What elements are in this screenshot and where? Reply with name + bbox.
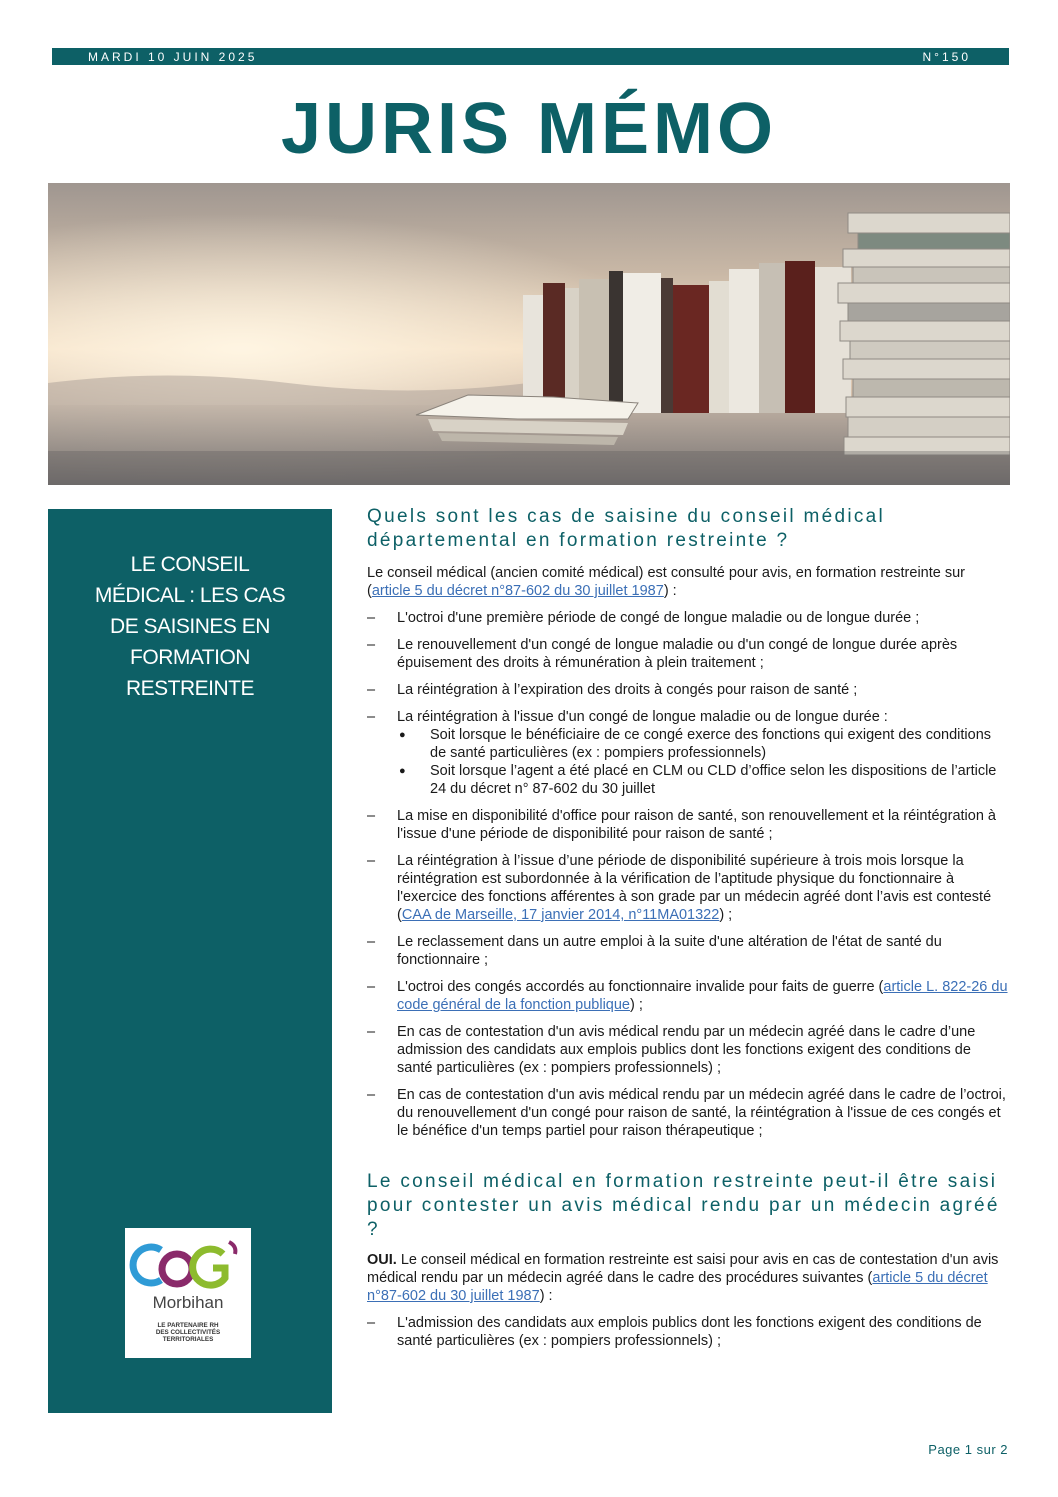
intro-paragraph: Le conseil médical (ancien comité médical) est consulté pour avis, en formation restreinte sur (article 5 du décret n°87-602 du 30 juillet 1987) : bbox=[367, 565, 965, 599]
list-item: – La réintégration à l'issue d'un congé de longue maladie ou de longue durée : ● Soit lorsque le bénéficiaire de ce congé exerce des fonctions qui exigent des conditions de santé particulières (ex : pompiers professionnels) ● Soit lorsque l’agent a été placé en CLM ou CLD d’office selon les dispositions de l’article 24 du décret n° 87-602 du 30 juillet bbox=[367, 708, 1009, 798]
list-item: – L'admission des candidats aux emplois publics dont les fonctions exigent des conditions de santé particulières (ex : pompiers professionnels) ; bbox=[367, 1314, 1009, 1350]
header-bar bbox=[52, 48, 1009, 65]
page-number: Page 1 sur 2 bbox=[928, 1442, 1008, 1457]
hero-image bbox=[48, 183, 1010, 485]
section-heading: Le conseil médical en formation restreinte peut-il être saisi pour contester un avis médical rendu par un médecin agréé ? bbox=[367, 1171, 1000, 1240]
cdg-logo-mark bbox=[125, 1228, 251, 1358]
cases-list bbox=[367, 609, 1009, 1140]
svg-text:DES COLLECTIVITÉS: DES COLLECTIVITÉS bbox=[155, 1329, 221, 1336]
list-item: – L'octroi d'une première période de congé de longue maladie ou de longue durée ; bbox=[367, 609, 1009, 627]
list-item: – La réintégration à l’issue d’une période de disponibilité supérieure à trois mois lorsque la réintégration est subordonnée à la vérification de l’aptitude physique du fonctionnaire à l'exercice des fonctions afférentes à son grade par un médecin agréé dont l’avis est contesté (CAA de Marseille, 17 janvier 2014, n°11MA01322) ; bbox=[367, 852, 1009, 924]
list-item: – En cas de contestation d'un avis médical rendu par un médecin agréé dans le cadre d’une admission des candidats aux emplois publics dont les fonctions exigent des conditions de santé particulières (ex : pompiers professionnels) ; bbox=[367, 1023, 1009, 1077]
sidebar bbox=[48, 509, 332, 1413]
section-heading: Quels sont les cas de saisine du conseil médical départemental en formation restreinte ? bbox=[367, 506, 886, 551]
answer-paragraph: OUI. Le conseil médical en formation restreinte est saisi pour avis en cas de contestation d'un avis médical rendu par un médecin agréé dans le cadre des procédures suivantes (article 5 du décret n°87-602 du 30 juillet 1987) : bbox=[367, 1252, 999, 1304]
decree-link[interactable]: article 5 du décret n°87-602 du 30 juillet 1987 bbox=[367, 1270, 988, 1304]
main-content bbox=[367, 505, 1009, 1350]
logo-name: Morbihan bbox=[152, 1293, 224, 1312]
code-link[interactable]: article L. 822-26 du code général de la fonction publique bbox=[397, 979, 1008, 1013]
sidebar-title: LE CONSEIL MÉDICAL : LES CAS DE SAISINES EN FORMATION RESTREINTE bbox=[94, 553, 286, 700]
issue-date: MARDI 10 JUIN 2025 bbox=[88, 49, 258, 64]
list-item: – Le reclassement dans un autre emploi à la suite d'une altération de l'état de santé du fonctionnaire ; bbox=[367, 933, 1009, 969]
issue-number: N°150 bbox=[922, 49, 971, 64]
svg-text:LE PARTENAIRE RH: LE PARTENAIRE RH bbox=[157, 1322, 219, 1329]
procedures-list bbox=[367, 1314, 1009, 1350]
list-item: – Le renouvellement d'un congé de longue maladie ou d'un congé de longue durée après épuisement des droits à rémunération à plein traitement ; bbox=[367, 636, 1009, 672]
caa-link[interactable]: CAA de Marseille, 17 janvier 2014, n°11MA01322 bbox=[401, 907, 720, 923]
list-item: – La mise en disponibilité d'office pour raison de santé, son renouvellement et la réintégration à l'issue d'une période de disponibilité pour raison de santé ; bbox=[367, 807, 1009, 843]
page-title: JURIS MÉMO bbox=[280, 89, 778, 169]
decree-link[interactable]: article 5 du décret n°87-602 du 30 juillet 1987 bbox=[371, 583, 664, 599]
sub-list bbox=[397, 726, 1009, 798]
list-item: – En cas de contestation d'un avis médical rendu par un médecin agréé dans le cadre de l’octroi, du renouvellement d'un congé pour raison de santé, la réintégration à l'issue de ces congés et le bénéfice d'un temps partiel pour raison thérapeutique ; bbox=[367, 1086, 1009, 1140]
cdg-logo bbox=[125, 1228, 251, 1358]
list-item: – L'octroi des congés accordés au fonctionnaire invalide pour faits de guerre (article L. 822-26 du code général de la fonction publique) ; bbox=[367, 978, 1009, 1014]
sub-list-item: ● Soit lorsque l’agent a été placé en CLM ou CLD d’office selon les dispositions de l’article 24 du décret n° 87-602 du 30 juillet bbox=[397, 762, 1009, 798]
svg-text:TERRITORIALES: TERRITORIALES bbox=[162, 1336, 214, 1343]
sub-list-item: ● Soit lorsque le bénéficiaire de ce congé exerce des fonctions qui exigent des conditions de santé particulières (ex : pompiers professionnels) bbox=[397, 726, 1009, 762]
list-item: – La réintégration à l’expiration des droits à congés pour raison de santé ; bbox=[367, 681, 1009, 699]
books-illustration bbox=[48, 183, 1010, 485]
